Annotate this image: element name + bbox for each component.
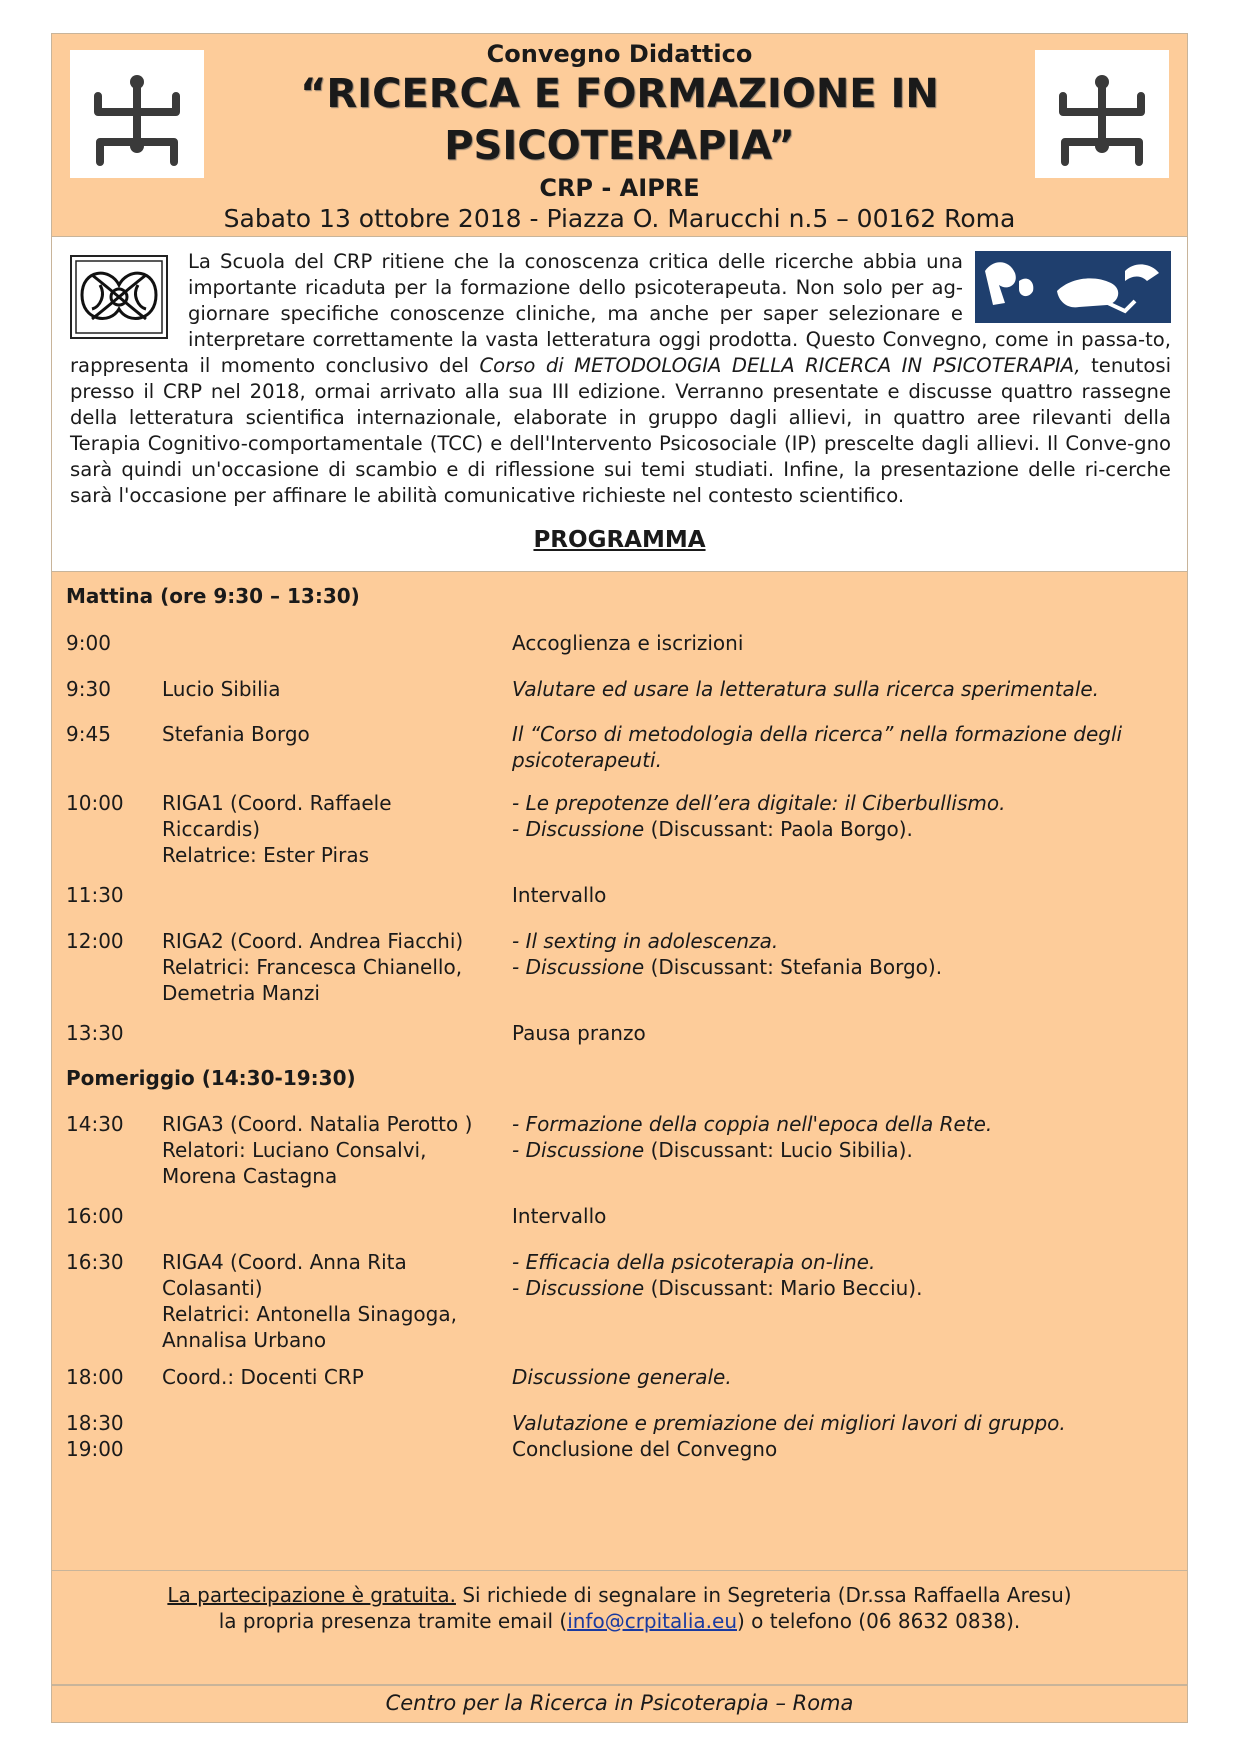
activity: Intervallo [512,883,607,907]
event-title-line1: “RICERCA E FORMAZIONE IN [300,71,939,117]
program-schedule [51,571,1188,1571]
talk-title: - Le prepotenze dell’era digitale: il Ciberbullismo. [512,791,1006,815]
activity [512,1111,1152,1163]
activity [512,1249,1152,1301]
group-coordinator: RIGA3 (Coord. Natalia Perotto ) [162,1112,473,1136]
speaker: Lucio Sibilia [162,677,281,701]
discussion-line [512,816,1152,842]
activity: Valutare ed usare la letteratura sulla ricerca sperimentale. [512,677,1100,701]
registration-line-1 [52,1583,1187,1607]
time: 12:00 [66,929,124,953]
closing-activity: Conclusione del Convegno [512,1437,778,1461]
date-and-venue: Sabato 13 ottobre 2018 - Piazza O. Marucchi n.5 – 00162 Roma [223,204,1016,233]
activity [512,928,1152,980]
time: 18:00 [66,1365,124,1389]
group-coordinator: RIGA4 (Coord. Anna Rita Colasanti) [162,1250,407,1300]
hands-illustration-icon [975,251,1171,323]
event-title [202,68,1037,172]
time: 16:30 [66,1250,124,1274]
speaker: Stefania Borgo [162,722,310,746]
speaker [162,1249,492,1353]
intro-text-part1: La Scuola del CRP ritiene che la conoscenza critica delle ricerche abbia una importante ricaduta per la formazione dello psicoterapeuta. Non solo per ag-giornare specifiche conoscenze cliniche, ma anche per saper selezionare e interpretare correttamente la vasta letteratura oggi prodotta. Questo Convegno, come in passa-to, rappresenta il momento conclusivo del [70,250,1171,377]
talk-title: - Formazione della coppia nell'epoca della Rete. [512,1112,993,1136]
event-title-line2: PSICOTERAPIA” [444,123,795,169]
crp-logo-left-icon [70,50,204,178]
speaker [162,1111,492,1189]
registration-request: Si richiede di segnalare in Segreteria (Dr.ssa Raffaella Aresu) [455,1583,1072,1607]
awards-activity: Valutazione e premiazione dei migliori lavori di gruppo. [512,1411,1066,1435]
time: 14:30 [66,1112,124,1136]
group-coordinator: RIGA2 (Coord. Andrea Fiacchi) [162,929,464,953]
activity: Intervallo [512,1204,607,1228]
crp-logo-right-icon [1035,50,1169,178]
activity: Discussione generale. [512,1365,732,1389]
time-start: 18:30 [66,1411,124,1435]
group-presenters: Relatrici: Francesca Chianello, Demetria Manzi [162,955,463,1005]
speaker [162,928,492,1006]
time: 10:00 [66,791,124,815]
course-name: Corso di METODOLOGIA DELLA RICERCA IN PSICOTERAPIA, [479,354,1081,377]
discussion-line [512,1275,1152,1301]
footer-banner [51,1685,1188,1723]
group-presenters: Relatrici: Antonella Sinagoga, Annalisa Urbano [162,1302,457,1352]
activity: Pausa pranzo [512,1021,646,1045]
discussant: (Discussant: Paola Borgo). [644,817,913,841]
discussant: (Discussant: Stefania Borgo). [644,955,943,979]
discussion-label: - Discussione [512,817,645,841]
discussion-line [512,1137,1152,1163]
flyer-page [51,33,1188,1723]
email-link[interactable]: info@crpitalia.eu [567,1609,737,1633]
discussion-label: - Discussione [512,1138,645,1162]
registration-line-2 [52,1609,1187,1633]
discussant: (Discussant: Mario Becciu). [644,1276,923,1300]
speaker: Coord.: Docenti CRP [162,1365,364,1389]
speaker [162,790,492,868]
free-participation: La partecipazione è gratuita. [167,1583,456,1607]
group-coordinator: RIGA1 (Coord. Raffaele Riccardis) [162,791,392,841]
group-presenters: Relatrice: Ester Piras [162,843,369,867]
activity: Accoglienza e iscrizioni [512,631,744,655]
phone-text: ) o telefono (06 8632 0838). [737,1609,1021,1633]
organization-name: Centro per la Ricerca in Psicoterapia – Roma [385,1691,854,1715]
activity [512,1410,1152,1462]
registration-info [51,1571,1188,1685]
discussion-label: - Discussione [512,1276,645,1300]
time: 11:30 [66,883,124,907]
event-type: Convegno Didattico [486,40,753,68]
afternoon-session-label: Pomeriggio (14:30-19:30) [66,1066,356,1090]
program-heading: PROGRAMMA [533,527,706,553]
talk-title: - Il sexting in adolescenza. [512,929,779,953]
intro-text-part2: tenutosi presso il CRP nel 2018, ormai arrivato alla sua III edizione. Verranno presentate e discusse quattro rassegne della letteratura scientifica internazionale, elaborate in gruppo dagli allievi, in quattro aree rilevanti della Terapia Cognitivo-comportamentale (TCC) e dell'Intervento Psicosociale (IP) prescelte dagli allievi. Il Conve-gno sarà quindi un'occasione di scambio e di riflessione sui temi studiati. Infine, la presentazione delle ri-cerche sarà l'occasione per affinare le abilità comunicative richieste nel contesto scientifico. [70,354,1172,507]
talk-title: - Efficacia della psicoterapia on-line. [512,1250,876,1274]
activity [512,790,1152,842]
time: 13:30 [66,1021,124,1045]
intro-paragraph [70,249,1171,509]
group-presenters: Relatori: Luciano Consalvi, Morena Castagna [162,1138,427,1188]
time: 9:45 [66,722,111,746]
time-end: 19:00 [66,1437,124,1461]
contact-intro: la propria presenza tramite email ( [218,1609,568,1633]
time: 9:30 [66,677,111,701]
discussant: (Discussant: Lucio Sibilia). [644,1138,913,1162]
celtic-knot-icon [70,255,168,339]
time [66,1410,156,1462]
time: 9:00 [66,631,111,655]
morning-session-label: Mattina (ore 9:30 – 13:30) [66,584,360,608]
header-banner [51,33,1188,237]
intro-section [51,237,1188,571]
time: 16:00 [66,1204,124,1228]
discussion-line [512,954,1152,980]
organizers: CRP - AIPRE [539,174,700,202]
discussion-label: - Discussione [512,955,645,979]
activity: Il “Corso di metodologia della ricerca” nella formazione degli psicoterapeuti. [512,722,1123,772]
